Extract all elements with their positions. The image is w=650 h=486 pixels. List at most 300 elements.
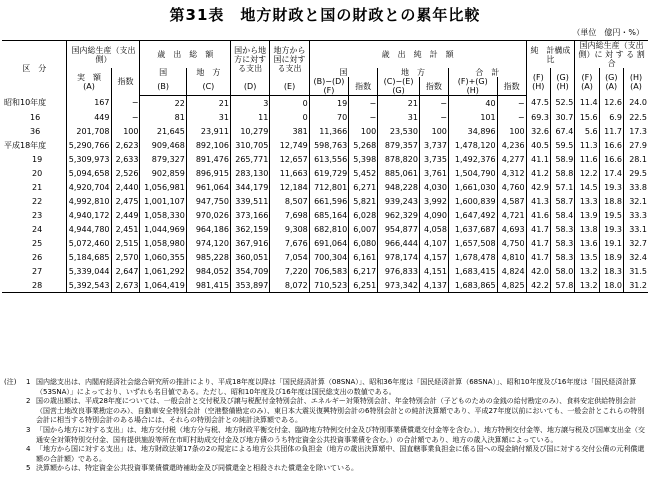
table-cell: 32.1: [623, 194, 648, 208]
header-sym-e: (E): [270, 77, 309, 96]
table-cell: 3,992: [419, 194, 448, 208]
table-cell: 167: [67, 96, 111, 111]
header-sym-d: (D): [230, 77, 269, 96]
table-cell: 22: [140, 96, 186, 111]
table-cell: −: [111, 110, 140, 124]
table-cell: 8,507: [270, 194, 309, 208]
table-cell: 5,392,543: [67, 278, 111, 293]
table-cell: −: [419, 110, 448, 124]
header-net: 歳 出 純 計 額: [309, 41, 526, 69]
header-net-total-index: 指数: [497, 77, 526, 96]
table-cell: 4,940,172: [67, 208, 111, 222]
table-title: 第31表 地方財政と国の財政との累年比較: [169, 6, 481, 24]
table-cell: 4,157: [419, 250, 448, 264]
table-cell: 58.7: [550, 194, 574, 208]
table-cell: 13.5: [575, 250, 599, 264]
table-cell: 31: [186, 110, 230, 124]
table-cell: 619,729: [309, 166, 348, 180]
footnote-label: [4, 397, 26, 426]
row-label: 19: [32, 154, 43, 164]
table-cell: 41.7: [526, 222, 550, 236]
table-cell: 5,398: [349, 152, 378, 166]
table-cell: 1,683,415: [448, 264, 497, 278]
table-cell: 40: [448, 96, 497, 111]
table-cell: 6.9: [599, 110, 623, 124]
table-cell: 360,051: [230, 250, 269, 264]
footnote-text: 国の歳出額は、平成28年度については、一般会計と交付税及び譲与税配付金特別会計、エネルギー対策特別会計、年金特別会計（子どものための金銭の給付勘定のみ）、食料安定供給特別会計（国営土地改良事業勘定のみ）、自動車安全特別会計（空港整備勘定のみ）、東日本大震災復興特別会計の6特別会計との純計決算額であり、平成27年度以前においても、一般会計とこれらの特別会計に相当する特別会計のある場合には、それらの特別会計との純計決算額である。: [36, 397, 645, 425]
table-cell: 21,645: [140, 124, 186, 138]
table-cell: 34,896: [448, 124, 497, 138]
table-cell: 4,920,704: [67, 180, 111, 194]
table-cell: 15.6: [575, 110, 599, 124]
table-cell: 19.3: [599, 222, 623, 236]
comparison-table: [2, 40, 648, 293]
footnote-number: 3: [26, 425, 31, 434]
table-cell: 3,737: [419, 138, 448, 152]
table-cell: 879,327: [140, 152, 186, 166]
table-cell: −: [349, 96, 378, 111]
table-cell: 7,220: [270, 264, 309, 278]
row-label: 26: [32, 252, 43, 262]
table-cell: 954,877: [378, 222, 420, 236]
table-cell: 4,236: [497, 138, 526, 152]
table-cell: 381: [270, 124, 309, 138]
header-ce: (C)−(E) (G): [378, 77, 420, 96]
table-cell: 12,184: [270, 180, 309, 194]
table-row: [2, 278, 648, 293]
table-cell: 4,277: [497, 152, 526, 166]
table-body: [2, 96, 648, 293]
table-cell: 12.2: [575, 166, 599, 180]
table-cell: 1,044,969: [140, 222, 186, 236]
table-cell: 4,760: [497, 180, 526, 194]
footnote: [4, 426, 646, 445]
table-cell: 7,054: [270, 250, 309, 264]
table-cell: 5,821: [349, 194, 378, 208]
table-cell: 11.7: [599, 124, 623, 138]
header-pct-g: (G) (A): [599, 68, 623, 96]
table-cell: 981,415: [186, 278, 230, 293]
header-spend-kuni: 国: [140, 68, 186, 77]
table-cell: 685,164: [309, 208, 348, 222]
table-cell: 4,030: [419, 180, 448, 194]
table-cell: 16.6: [599, 138, 623, 152]
table-cell: 10,279: [230, 124, 269, 138]
header-fg: (F)+(G) (H): [448, 77, 497, 96]
table-cell: 902,859: [140, 166, 186, 180]
table-cell: 891,476: [186, 152, 230, 166]
table-cell: 362,159: [230, 222, 269, 236]
table-row: [2, 236, 648, 250]
table-cell: 344,179: [230, 180, 269, 194]
unit-label: （単位 億円・%）: [572, 28, 644, 37]
table-cell: 3,761: [419, 166, 448, 180]
table-cell: 3: [230, 96, 269, 111]
table-cell: 1,504,790: [448, 166, 497, 180]
table-cell: 18.3: [599, 264, 623, 278]
header-net-chiho-index: 指数: [419, 77, 448, 96]
table-cell: 100: [111, 124, 140, 138]
table-cell: 1,064,419: [140, 278, 186, 293]
table-cell: 1,678,478: [448, 250, 497, 264]
table-cell: 47.5: [526, 96, 550, 111]
table-cell: 1,661,030: [448, 180, 497, 194]
table-cell: 23,911: [186, 124, 230, 138]
table-cell: 2,449: [111, 208, 140, 222]
table-cell: 57.1: [550, 180, 574, 194]
table-cell: 13.2: [575, 278, 599, 293]
table-cell: 33.3: [623, 208, 648, 222]
table-cell: 6,161: [349, 250, 378, 264]
footnote-label: [4, 464, 26, 474]
table-cell: 449: [67, 110, 111, 124]
table-cell: 939,243: [378, 194, 420, 208]
row-label: 25: [32, 238, 43, 248]
footnote-label: [4, 426, 26, 445]
table-cell: 367,916: [230, 236, 269, 250]
table-cell: 1,492,376: [448, 152, 497, 166]
table-cell: 1,478,120: [448, 138, 497, 152]
header-spend-chiho: 地 方: [186, 68, 230, 77]
table-cell: 18.9: [599, 250, 623, 264]
table-cell: 978,174: [378, 250, 420, 264]
table-cell: 100: [497, 124, 526, 138]
table-cell: 878,820: [378, 152, 420, 166]
table-cell: 310,705: [230, 138, 269, 152]
table-cell: 5,309,973: [67, 152, 111, 166]
footnote-number: 1: [26, 378, 31, 386]
table-cell: 11,663: [270, 166, 309, 180]
table-cell: 4,693: [497, 222, 526, 236]
table-cell: 1,600,839: [448, 194, 497, 208]
table-cell: 101: [448, 110, 497, 124]
table-row: [2, 180, 648, 194]
table-cell: 30.7: [550, 110, 574, 124]
table-cell: −: [111, 96, 140, 111]
table-cell: 7,676: [270, 236, 309, 250]
footnote: [4, 397, 646, 426]
header-net-chiho: 地 方: [378, 68, 449, 77]
row-label: 平成18年度: [4, 140, 47, 150]
table-cell: 21: [378, 96, 420, 111]
table-cell: 964,186: [186, 222, 230, 236]
table-cell: 41.3: [526, 194, 550, 208]
table-cell: 909,468: [140, 138, 186, 152]
table-cell: 1,647,492: [448, 208, 497, 222]
header-spend-total: 歳 出 総 額: [140, 41, 230, 69]
row-label: 36: [30, 126, 41, 136]
table-cell: 691,064: [309, 236, 348, 250]
header-sym-c: (C): [186, 77, 230, 96]
table-cell: 29.5: [623, 166, 648, 180]
table-cell: 970,026: [186, 208, 230, 222]
header-ratio-f: (F) (H): [526, 68, 550, 96]
header-pct-h: (H) (A): [623, 68, 648, 96]
header-net-kuni: 国: [309, 68, 377, 77]
row-label: 20: [32, 168, 43, 178]
table-cell: 52.5: [550, 96, 574, 111]
table-cell: 67.4: [550, 124, 574, 138]
table-cell: 28.1: [623, 152, 648, 166]
row-label: 16: [30, 112, 41, 122]
table-cell: 41.7: [526, 250, 550, 264]
table-cell: 58.3: [550, 236, 574, 250]
table-cell: 11: [230, 110, 269, 124]
table-cell: 58.3: [550, 222, 574, 236]
table-cell: 32.7: [623, 236, 648, 250]
table-cell: 13.8: [575, 222, 599, 236]
table-cell: 5,339,044: [67, 264, 111, 278]
table-cell: 5,268: [349, 138, 378, 152]
table-cell: 100: [349, 124, 378, 138]
table-cell: 4,107: [419, 236, 448, 250]
table-cell: 6,271: [349, 180, 378, 194]
header-kubun: 区 分: [2, 41, 67, 96]
table-row: [2, 138, 648, 152]
table-cell: 69.3: [526, 110, 550, 124]
table-cell: 1,637,687: [448, 222, 497, 236]
table-cell: 2,475: [111, 194, 140, 208]
table-cell: 42.9: [526, 180, 550, 194]
table-cell: 2,633: [111, 152, 140, 166]
table-cell: 339,511: [230, 194, 269, 208]
table-cell: 2,451: [111, 222, 140, 236]
table-cell: 17.3: [623, 124, 648, 138]
table-cell: 4,151: [419, 264, 448, 278]
table-cell: 985,228: [186, 250, 230, 264]
footnote-number: 5: [26, 464, 31, 473]
table-cell: 81: [140, 110, 186, 124]
table-cell: 373,166: [230, 208, 269, 222]
table-cell: 11.4: [575, 96, 599, 111]
table-cell: 5,072,460: [67, 236, 111, 250]
footnote-label: [4, 445, 26, 464]
table-cell: 16.6: [599, 152, 623, 166]
table-cell: 13.9: [575, 208, 599, 222]
table-cell: 4,750: [497, 236, 526, 250]
table-cell: 4,587: [497, 194, 526, 208]
table-cell: 7,698: [270, 208, 309, 222]
table-cell: 57.8: [550, 278, 574, 293]
table-cell: 1,056,981: [140, 180, 186, 194]
table-cell: 6,217: [349, 264, 378, 278]
table-cell: −: [419, 96, 448, 111]
header-gdp: 国内総生産（支出側）: [67, 41, 140, 69]
table-cell: 13.3: [575, 194, 599, 208]
table-cell: 6,251: [349, 278, 378, 293]
table-cell: 19.3: [599, 180, 623, 194]
table-row: [2, 194, 648, 208]
table-cell: 265,771: [230, 152, 269, 166]
table-cell: 700,304: [309, 250, 348, 264]
footnote-text: 「地方から国に対する支出」は、地方財政法第17条の2の規定による地方公共団体の負担金（地方の歳出決算額中、国直轄事業負担金に係る国への現金納付額及び国に対する交付公債の元利償還額の合計額）である。: [36, 445, 645, 463]
table-cell: 2,570: [111, 250, 140, 264]
table-cell: 6,080: [349, 236, 378, 250]
header-pct-f: (F) (A): [575, 68, 599, 96]
header-net-total: 合 計: [448, 68, 526, 77]
table-cell: −: [497, 110, 526, 124]
table-cell: 984,052: [186, 264, 230, 278]
table-row: [2, 250, 648, 264]
table-cell: 4,944,780: [67, 222, 111, 236]
table-cell: 59.5: [550, 138, 574, 152]
table-cell: 2,440: [111, 180, 140, 194]
table-cell: 23,530: [378, 124, 420, 138]
row-label: 21: [32, 182, 43, 192]
table-cell: 4,825: [497, 278, 526, 293]
table-cell: 12,657: [270, 152, 309, 166]
table-cell: 33.8: [623, 180, 648, 194]
row-label: 23: [32, 210, 43, 220]
table-cell: 354,709: [230, 264, 269, 278]
table-cell: 5,184,685: [67, 250, 111, 264]
table-cell: 353,897: [230, 278, 269, 293]
table-cell: 948,228: [378, 180, 420, 194]
footnote-text: 決算額からは、特定資金公共投資事業債償還時補助金及び同償還金と相殺された償還金を除いている。: [36, 464, 358, 473]
table-cell: 27.9: [623, 138, 648, 152]
table-cell: 4,721: [497, 208, 526, 222]
table-row: [2, 208, 648, 222]
table-cell: 2,526: [111, 166, 140, 180]
table-cell: 4,312: [497, 166, 526, 180]
table-cell: 879,357: [378, 138, 420, 152]
table-cell: −: [349, 110, 378, 124]
table-cell: 5.6: [575, 124, 599, 138]
table-row: [2, 110, 648, 124]
table-cell: 4,992,810: [67, 194, 111, 208]
table-cell: 12.6: [599, 96, 623, 111]
footnote: [4, 445, 646, 464]
table-cell: 1,061,292: [140, 264, 186, 278]
table-cell: 41.2: [526, 166, 550, 180]
table-cell: 2,515: [111, 236, 140, 250]
table-cell: 966,444: [378, 236, 420, 250]
table-row: [2, 124, 648, 138]
table-cell: 973,342: [378, 278, 420, 293]
table-cell: 6,028: [349, 208, 378, 222]
table-cell: 11.3: [575, 138, 599, 152]
table-cell: 19: [309, 96, 348, 111]
table-cell: 58.3: [550, 250, 574, 264]
footnote: [4, 464, 646, 474]
header-sym-b: (B): [140, 77, 186, 96]
table-cell: 613,556: [309, 152, 348, 166]
table-row: [2, 264, 648, 278]
footnote-number: 4: [26, 445, 31, 454]
table-cell: 896,915: [186, 166, 230, 180]
footnote-text: 国内総支出は、内閣府経済社会総合研究所の推計により、平成18年度以降は「国民経済計算（08SNA）」、昭和36年度は「国民経済計算（68SNA）」、昭和10年度及び16年度は「国民経済計算（53SNA）」によっており、いずれも名目値である。ただし、昭和10年度及び16年度は国民総支出の数値である。: [36, 378, 637, 396]
footnotes: [4, 378, 646, 474]
table-cell: 31: [378, 110, 420, 124]
table-cell: 31.2: [623, 278, 648, 293]
table-cell: 1,001,107: [140, 194, 186, 208]
table-cell: 5,452: [349, 166, 378, 180]
row-label: 22: [32, 196, 43, 206]
table-cell: 21: [186, 96, 230, 111]
table-cell: 5,290,766: [67, 138, 111, 152]
table-cell: 58.0: [550, 264, 574, 278]
table-cell: 4,810: [497, 250, 526, 264]
header-ratio: 純 計構成比: [526, 41, 575, 69]
table-cell: 661,596: [309, 194, 348, 208]
table-cell: 1,657,508: [448, 236, 497, 250]
table-cell: 58.9: [550, 152, 574, 166]
table-cell: 18.8: [599, 194, 623, 208]
table-cell: 1,058,330: [140, 208, 186, 222]
table-cell: 9,308: [270, 222, 309, 236]
table-cell: 974,120: [186, 236, 230, 250]
table-cell: 283,130: [230, 166, 269, 180]
table-cell: 8,072: [270, 278, 309, 293]
table-cell: 70: [309, 110, 348, 124]
table-cell: 710,523: [309, 278, 348, 293]
footnote-number: 2: [26, 397, 31, 406]
table-cell: 885,061: [378, 166, 420, 180]
footnote-text: 「国から地方に対する支出」は、地方交付税（地方分与税、地方財政平衡交付金、臨時地方特例交付金及び特別事業債償還交付金等を含む。）、地方特例交付金等、地方譲与税及び国庫支出金（交通安全対策特別交付金、国有提供施設等所在市町村助成交付金及び地方債のうち特定資金公共投資事業債を含む。）の合計額であり、地方の歳入決算額によっている。: [36, 425, 645, 444]
table-cell: 12,749: [270, 138, 309, 152]
table-cell: 58.4: [550, 208, 574, 222]
header-from-kuni: 国から地方に対する支出: [230, 41, 269, 78]
table-row: [2, 152, 648, 166]
table-cell: 32.4: [623, 250, 648, 264]
table-cell: 2,673: [111, 278, 140, 293]
table-cell: −: [497, 96, 526, 111]
table-row: [2, 96, 648, 111]
table-cell: 201,708: [67, 124, 111, 138]
table-cell: 13.6: [575, 236, 599, 250]
table-cell: 962,329: [378, 208, 420, 222]
table-cell: 712,801: [309, 180, 348, 194]
table-cell: 42.0: [526, 264, 550, 278]
table-cell: 0: [270, 96, 309, 111]
header-from-chiho: 地方から国に対する支出: [270, 41, 309, 78]
table-cell: 11,366: [309, 124, 348, 138]
table-cell: 947,750: [186, 194, 230, 208]
table-cell: 18.0: [599, 278, 623, 293]
table-cell: 11.6: [575, 152, 599, 166]
table-row: [2, 222, 648, 236]
row-label: 27: [32, 266, 43, 276]
table-cell: 24.0: [623, 96, 648, 111]
table-cell: 17.4: [599, 166, 623, 180]
row-label: 28: [2, 278, 67, 293]
row-label: 24: [32, 224, 43, 234]
header-gdp-index: 指数: [111, 68, 140, 96]
table-cell: 2,647: [111, 264, 140, 278]
table-cell: 4,824: [497, 264, 526, 278]
header-gdp-real: 実 額 (A): [67, 68, 111, 96]
table-cell: 6,007: [349, 222, 378, 236]
table-cell: 41.6: [526, 208, 550, 222]
table-cell: 32.6: [526, 124, 550, 138]
table-cell: 40.5: [526, 138, 550, 152]
table-cell: 19.5: [599, 208, 623, 222]
table-cell: 4,090: [419, 208, 448, 222]
row-label: 昭和10年度: [4, 98, 47, 108]
table-cell: 3,735: [419, 152, 448, 166]
table-cell: 5,094,658: [67, 166, 111, 180]
table-cell: 598,763: [309, 138, 348, 152]
table-cell: 13.2: [575, 264, 599, 278]
header-bd: (B)−(D) (F): [309, 77, 348, 96]
table-cell: 1,060,355: [140, 250, 186, 264]
header-gdp-ratio: 国内総生産（支出側）に 対 す る 割 合: [575, 41, 648, 69]
table-cell: 1,058,980: [140, 236, 186, 250]
table-cell: 892,106: [186, 138, 230, 152]
header-ratio-g: (G) (H): [550, 68, 574, 96]
table-cell: 42.2: [526, 278, 550, 293]
table-cell: 4,058: [419, 222, 448, 236]
